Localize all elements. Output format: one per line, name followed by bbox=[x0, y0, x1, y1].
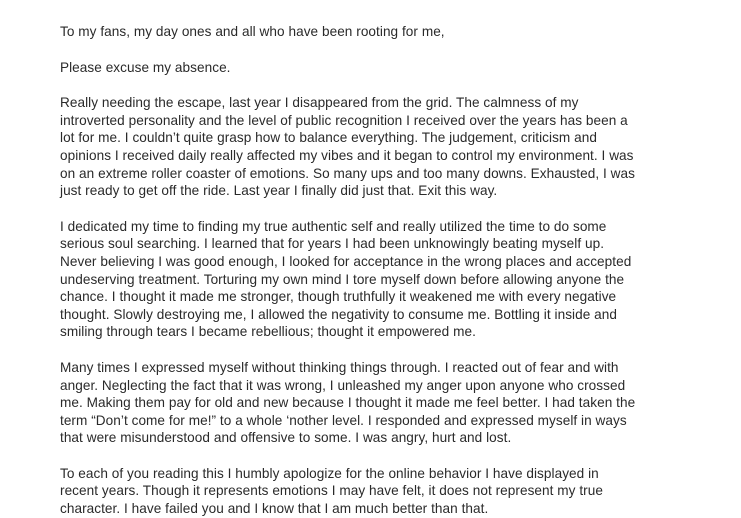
paragraph-line: anger. Neglecting the fact that it was wrong, I unleashed my anger upon anyone who crossed bbox=[60, 377, 626, 393]
paragraph-line: serious soul searching. I learned that for years I had been unknowingly beating myself up. bbox=[60, 236, 605, 252]
paragraph-line: thought. Slowly destroying me, I allowed the negativity to consume me. Bottling it inside and bbox=[60, 306, 618, 322]
paragraph-line: chance. I thought it made me stronger, though truthfully it weakened me with every negative bbox=[60, 289, 617, 305]
paragraph-line: recent years. Though it represents emotions I may have felt, it does not represent my true bbox=[60, 483, 603, 499]
paragraph-line: Never believing I was good enough, I looked for acceptance in the wrong places and accepted bbox=[60, 253, 632, 269]
paragraph-anger bbox=[60, 359, 740, 447]
greeting-paragraph bbox=[60, 23, 740, 41]
greeting-line: To my fans, my day ones and all who have been rooting for me, bbox=[60, 24, 445, 39]
paragraph-line: opinions I received daily really affected my vibes and it began to control my environment. I was bbox=[60, 147, 634, 163]
paragraph-line: that were misunderstood and offensive to some. I was angry, hurt and lost. bbox=[60, 430, 512, 446]
paragraph-line: on an extreme roller coaster of emotions. So many ups and too many downs. Exhausted, I was bbox=[60, 165, 635, 181]
paragraph-self-discovery bbox=[60, 218, 740, 341]
paragraph-escape bbox=[60, 94, 740, 200]
paragraph-line: I dedicated my time to finding my true authentic self and really utilized the time to do some bbox=[60, 218, 607, 234]
paragraph-line: smiling through tears I became rebellious; thought it empowered me. bbox=[60, 324, 476, 340]
excuse-paragraph bbox=[60, 59, 740, 77]
paragraph-line: just ready to get off the ride. Last year I finally did just that. Exit this way. bbox=[60, 183, 498, 199]
paragraph-line: Many times I expressed myself without thinking things through. I reacted out of fear and with bbox=[60, 359, 619, 375]
excuse-line: Please excuse my absence. bbox=[60, 59, 231, 75]
paragraph-line: lot for me. I couldn’t quite grasp how to balance everything. The judgement, criticism and bbox=[60, 130, 597, 146]
letter-body bbox=[60, 23, 740, 518]
paragraph-line: undeserving treatment. Torturing my own mind I tore myself down before allowing anyone the bbox=[60, 271, 625, 287]
paragraph-line: term “Don’t come for me!” to a whole ‘nother level. I responded and expressed myself in ways bbox=[60, 412, 627, 428]
paragraph-line: Really needing the escape, last year I disappeared from the grid. The calmness of my bbox=[60, 95, 579, 111]
paragraph-line: character. I have failed you and I know that I am much better than that. bbox=[60, 501, 489, 517]
paragraph-line: To each of you reading this I humbly apologize for the online behavior I have displayed in bbox=[60, 465, 599, 481]
paragraph-apology bbox=[60, 465, 740, 518]
paragraph-line: introverted personality and the level of public recognition I received over the years has been a bbox=[60, 112, 628, 128]
paragraph-line: me. Making them pay for old and new because I thought it made me feel better. I had taken the bbox=[60, 395, 636, 411]
